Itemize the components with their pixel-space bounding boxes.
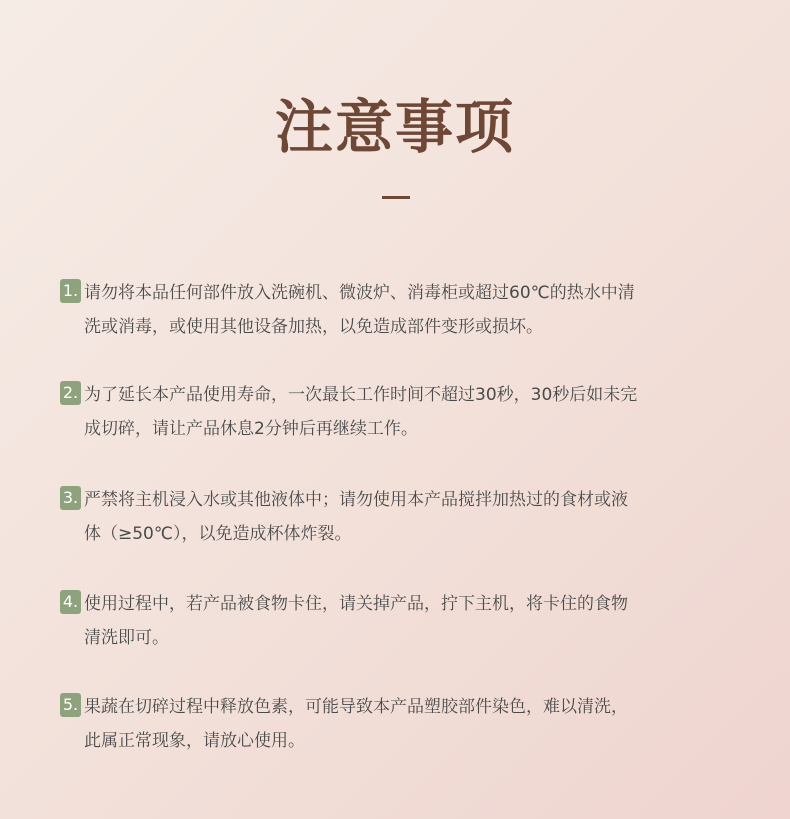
page-title: 注意事项 — [274, 93, 515, 161]
note-line: 为了延长本产品使用寿命，一次最长工作时间不超过30秒，30秒后如未完 — [84, 385, 638, 405]
note-line: 体（≥50℃），以免造成杯体炸裂。 — [84, 524, 352, 544]
note-text — [84, 483, 734, 551]
note-line: 此属正常现象，请放心使用。 — [84, 731, 305, 751]
note-text — [84, 378, 734, 446]
note-number-badge: 5. — [60, 693, 81, 717]
note-line: 请勿将本品任何部件放入洗碗机、微波炉、消毒柜或超过60℃的热水中清 — [84, 283, 635, 303]
note-text — [84, 587, 734, 655]
note-line: 成切碎，请让产品休息2分钟后再继续工作。 — [84, 419, 418, 439]
note-line: 洗或消毒，或使用其他设备加热，以免造成部件变形或损坏。 — [84, 317, 543, 337]
note-text — [84, 690, 734, 758]
note-text — [84, 276, 734, 344]
note-line: 果蔬在切碎过程中释放色素，可能导致本产品塑胶部件染色，难以清洗， — [84, 697, 628, 717]
note-number-badge: 1. — [60, 279, 81, 303]
note-line: 清洗即可。 — [84, 628, 169, 648]
title-divider — [382, 196, 410, 199]
note-line: 使用过程中，若产品被食物卡住，请关掉产品，拧下主机，将卡住的食物 — [84, 594, 628, 614]
note-number-badge: 4. — [60, 590, 81, 614]
note-line: 严禁将主机浸入水或其他液体中；请勿使用本产品搅拌加热过的食材或液 — [84, 490, 628, 510]
note-number-badge: 3. — [60, 486, 81, 510]
note-number-badge: 2. — [60, 381, 81, 405]
